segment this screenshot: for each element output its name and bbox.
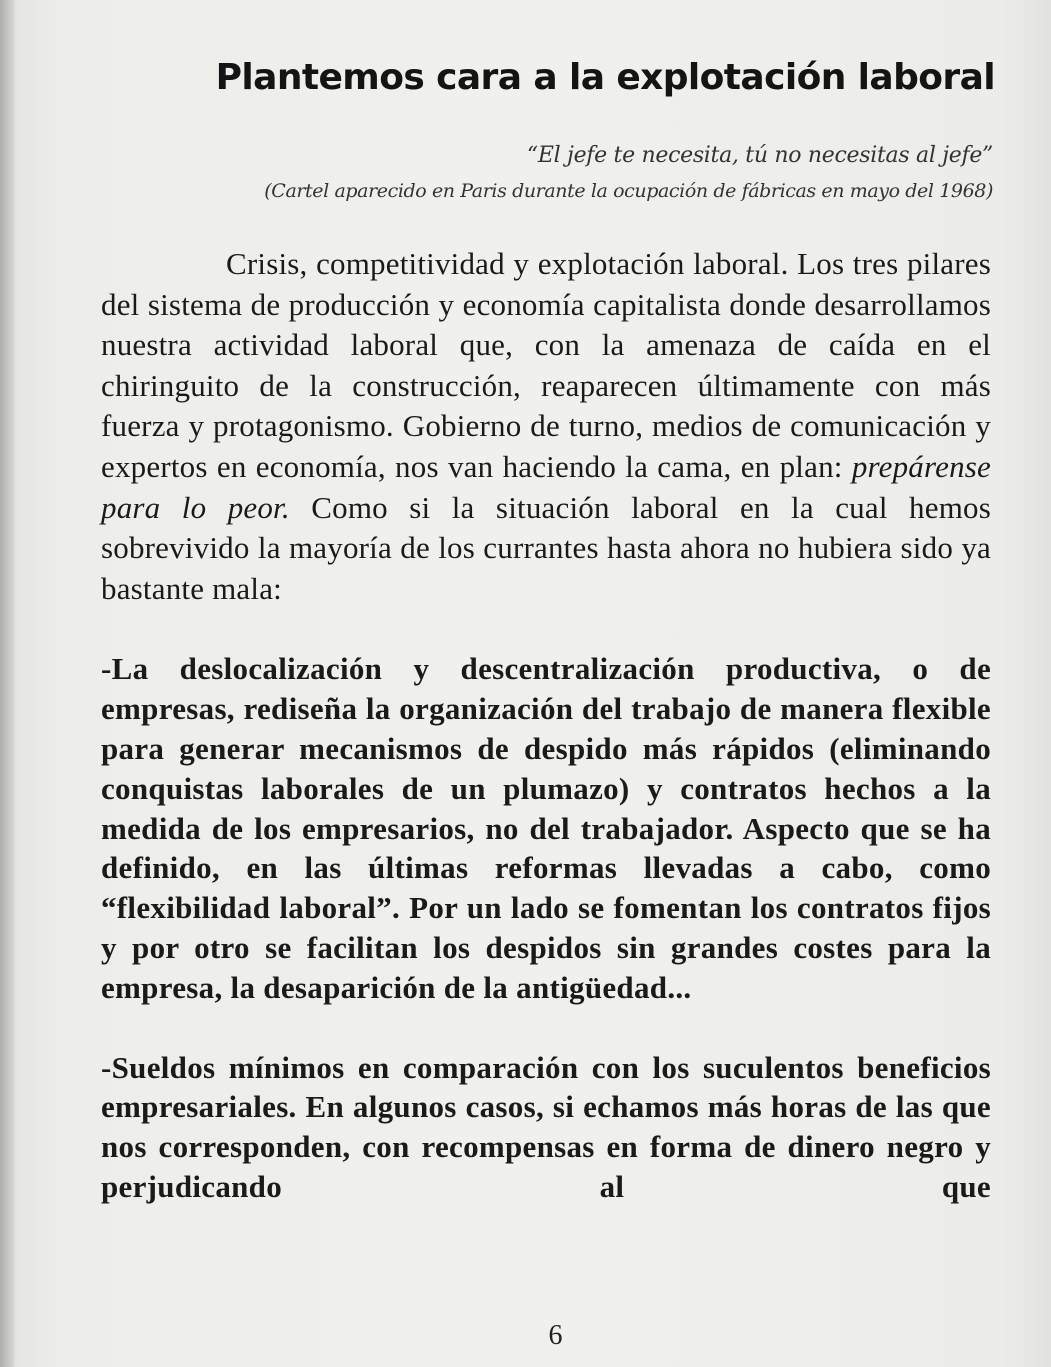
page-title: Plantemos cara a la explotación laboral [215, 57, 995, 98]
page-number: 6 [548, 1320, 563, 1351]
paragraph-intro-text-after: Como si la situación laboral en la cual hemos sobrevivido la mayoría de los currantes hasta ahora no hubiera sido ya bastante mala: [101, 489, 991, 606]
paragraph-intro [101, 244, 991, 609]
paragraph-sueldos: -Sueldos mínimos en comparación con los suculentos beneficios empresariales. En algunos casos, si echamos más horas de las que nos corresponden, con recompensas en forma de dinero negro y perjudicando al que [101, 1049, 991, 1204]
epigraph-source: (Cartel aparecido en Paris durante la ocupación de fábricas en mayo del 1968) [264, 180, 993, 202]
paragraph-deslocalizacion: -La deslocalización y descentralización productiva, o de empresas, rediseña la organización del trabajo de manera flexible para generar mecanismos de despido más rápidos (eliminando conquistas laborales de un plumazo) y contratos hechos a la medida de los empresarios, no del trabajador. Aspecto que se ha definido, en las últimas reformas llevadas a cabo, como “flexibilidad laboral”. Por un lado se fomentan los contratos fijos y por otro se facilitan los despidos sin grandes costes para la empresa, la desaparición de la antigüedad... [101, 651, 991, 1005]
body-text [101, 244, 991, 1207]
book-spine-shadow [0, 0, 14, 1367]
paragraph-intro-text-before: Crisis, competitividad y explotación laboral. Los tres pilares del sistema de producción y economía capitalista donde desarrollamos nuestra actividad laboral que, con la amenaza de caída en el chiringuito de la construcción, reaparecen últimamente con más fuerza y protagonismo. Gobierno de turno, medios de comunicación y expertos en economía, nos van haciendo la cama, en plan: [101, 246, 991, 484]
epigraph-quote: “El jefe te necesita, tú no necesitas al jefe” [526, 143, 993, 168]
epigraph [93, 138, 993, 208]
paragraph-intro-italic-phrase: prepárense para lo peor. [101, 448, 991, 525]
